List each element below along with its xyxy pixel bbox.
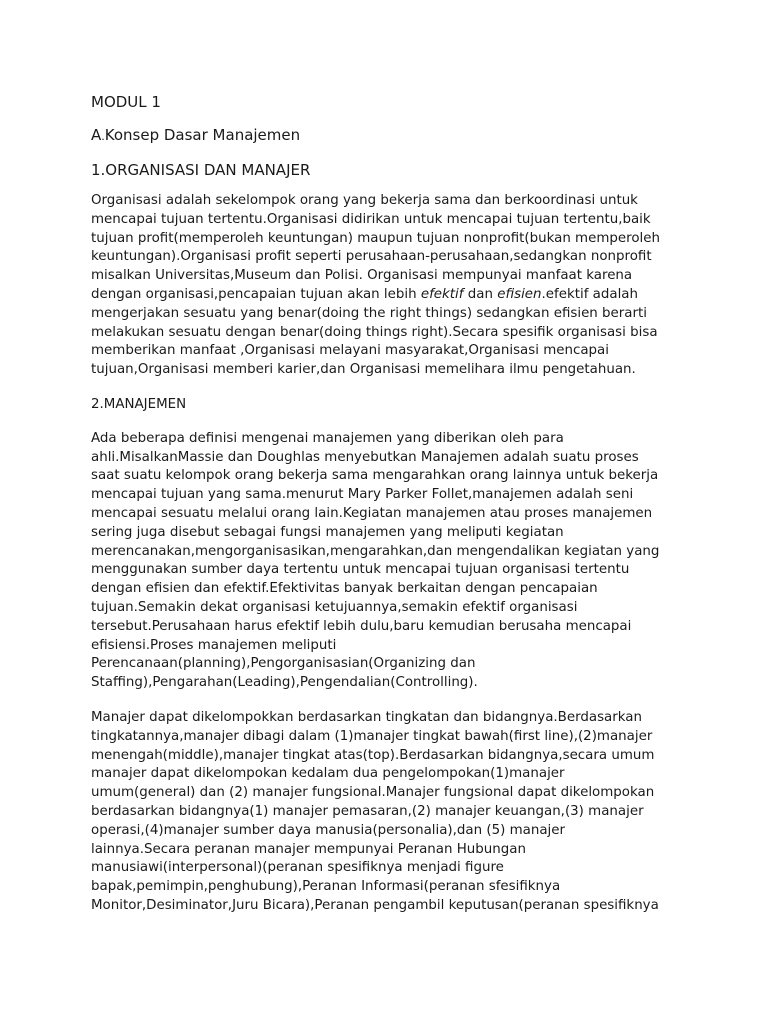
text-line: tingkatannya,manajer dibagi dalam (1)manajer tingkat bawah(first line),(2)manajer — [91, 728, 653, 744]
text-fragment: .efektif adalah — [541, 286, 638, 302]
text-line: memberikan manfaat ,Organisasi melayani masyarakat,Organisasi mencapai — [91, 343, 609, 359]
emphasis-efisien: efisien — [497, 286, 542, 302]
text-line: sering juga disebut sebagai fungsi manajemen yang meliputi kegiatan — [91, 524, 564, 540]
emphasis-efektif: efektif — [420, 286, 464, 302]
text-line: manusiawi(interpersonal)(peranan spesifiknya menjadi figure — [91, 860, 504, 876]
text-line: mencapai tujuan yang sama.menurut Mary Parker Follet,manajemen adalah seni — [91, 487, 634, 503]
text-line: Ada beberapa definisi mengenai manajemen yang diberikan oleh para — [91, 430, 564, 446]
text-line: berdasarkan bidangnya(1) manajer pemasaran,(2) manajer keuangan,(3) manajer — [91, 803, 644, 819]
text-fragment: dan — [463, 286, 498, 302]
text-line: tujuan.Semakin dekat organisasi ketujuannya,semakin efektif organisasi — [91, 599, 578, 615]
paragraph-manajer — [91, 709, 691, 916]
text-line: mengerjakan sesuatu yang benar(doing the right things) sedangkan efisien berarti — [91, 305, 647, 321]
section-1-heading: 1.ORGANISASI DAN MANAJER — [91, 161, 311, 179]
text-line: operasi,(4)manajer sumber daya manusia(personalia),dan (5) manajer — [91, 822, 565, 838]
text-line: tujuan profit(memperoleh keuntungan) maupun tujuan nonprofit(bukan memperoleh — [91, 230, 660, 246]
text-line: umum(general) dan (2) manajer fungsional.Manajer fungsional dapat dikelompokan — [91, 785, 655, 801]
text-line: keuntungan).Organisasi profit seperti perusahaan-perusahaan,sedangkan nonprofit — [91, 249, 652, 265]
section-a-prefix: A — [91, 126, 102, 144]
text-line: melakukan sesuatu dengan benar(doing things right).Secara spesifik organisasi bisa — [91, 324, 658, 340]
text-line: dengan efisien dan efektif.Efektivitas banyak berkaitan dengan pencapaian — [91, 581, 598, 597]
text-line: tujuan,Organisasi memberi karier,dan Organisasi memelihara ilmu pengetahuan. — [91, 362, 636, 378]
text-line: saat suatu kelompok orang bekerja sama mengarahkan orang lainnya untuk bekerja — [91, 468, 659, 484]
text-line: efisiensi.Proses manajemen meliputi — [91, 637, 337, 653]
text-line: mencapai sesuatu melalui orang lain.Kegiatan manajemen atau proses manajemen — [91, 505, 653, 521]
text-line: Monitor,Desiminator,Juru Bicara),Peranan pengambil keputusan(peranan spesifiknya — [91, 897, 659, 913]
text-line: lainnya.Secara peranan manajer mempunyai Peranan Hubungan — [91, 841, 526, 857]
text-fragment: dengan organisasi,pencapaian tujuan akan lebih — [91, 286, 421, 302]
text-line: Staffing),Pengarahan(Leading),Pengendalian(Controlling). — [91, 675, 478, 691]
text-line: mencapai tujuan tertentu.Organisasi didirikan untuk mencapai tujuan tertentu,baik — [91, 211, 651, 227]
text-line: Perencanaan(planning),Pengorganisasian(Organizing dan — [91, 656, 476, 672]
module-title: MODUL 1 — [91, 93, 161, 111]
document-page — [91, 92, 691, 932]
text-line: Manajer dapat dikelompokkan berdasarkan tingkatan dan bidangnya.Berdasarkan — [91, 709, 642, 725]
text-line: menengah(middle),manajer tingkat atas(top).Berdasarkan bidangnya,secara umum — [91, 747, 655, 763]
text-line: Organisasi adalah sekelompok orang yang bekerja sama dan berkoordinasi untuk — [91, 193, 638, 208]
paragraph-organisasi — [91, 192, 691, 380]
paragraph-manajemen — [91, 430, 691, 693]
text-line: manajer dapat dikelompokan kedalam dua pengelompokan(1)manajer — [91, 766, 565, 782]
text-line — [91, 286, 691, 305]
text-line: tersebut.Perusahaan harus efektif lebih dulu,baru kemudian berusaha mencapai — [91, 618, 632, 634]
text-line: merencanakan,mengorganisasikan,mengarahkan,dan mengendalikan kegiatan yang — [91, 543, 660, 559]
text-line: ahli.MisalkanMassie dan Doughlas menyebutkan Manajemen adalah suatu proses — [91, 449, 639, 465]
section-a-dot: . — [101, 130, 105, 143]
text-line: bapak,pemimpin,penghubung),Peranan Informasi(peranan sfesifiknya — [91, 879, 561, 895]
section-a-title: Konsep Dasar Manajemen — [104, 126, 301, 144]
section-a-heading — [91, 125, 691, 147]
section-2-heading: 2.MANAJEMEN — [91, 396, 187, 412]
text-line: menggunakan sumber daya tertentu untuk mencapai tujuan organisasi tertentu — [91, 562, 630, 578]
text-line: misalkan Universitas,Museum dan Polisi. Organisasi mempunyai manfaat karena — [91, 268, 633, 284]
